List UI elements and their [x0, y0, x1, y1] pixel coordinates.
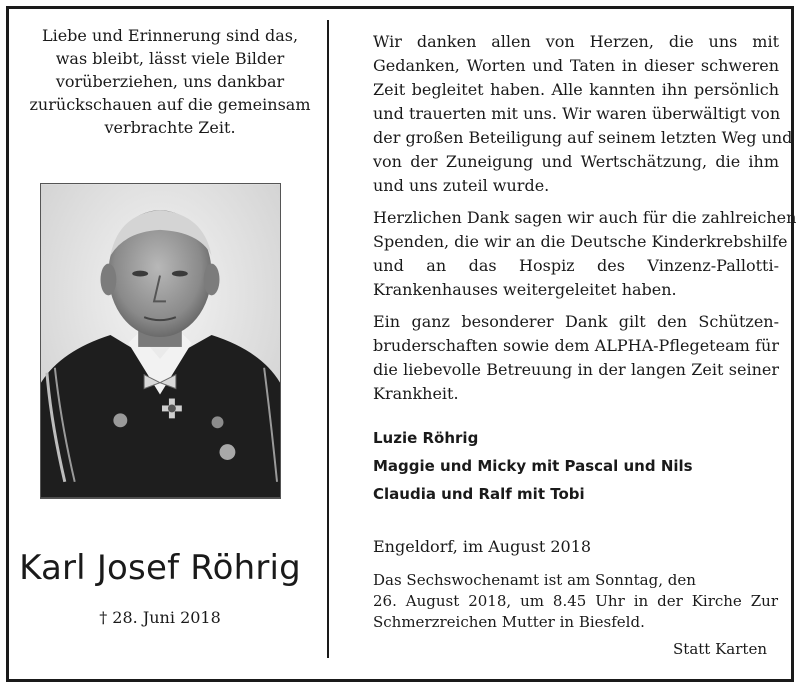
thanks-paragraph-1 — [373, 30, 793, 198]
service-notice — [373, 570, 778, 633]
text-line: von der Zuneigung und Wertschätzung, die ihm — [373, 152, 779, 171]
text-line: Wir danken allen von Herzen, die uns mit — [373, 32, 779, 51]
thanks-text — [373, 30, 797, 414]
text-line: Herzlichen Dank sagen wir auch für die zahlreichen — [373, 208, 797, 227]
text-line: bruderschaften sowie dem ALPHA-Pflegeteam für — [373, 336, 779, 355]
poem-line: Liebe und Erinnerung sind das, — [41, 26, 299, 45]
text-line: Schmerzreichen Mutter in Biesfeld. — [373, 613, 645, 631]
text-line: Krankheit. — [373, 384, 459, 403]
text-line: Spenden, die wir an die Deutsche Kinderkrebshilfe — [373, 232, 788, 251]
deceased-name: Karl Josef Röhrig — [19, 548, 301, 588]
text-line: und trauerten mit uns. Wir waren überwältigt von — [373, 104, 781, 123]
footer-note: Statt Karten — [673, 640, 767, 658]
memorial-poem — [20, 24, 320, 139]
poem-line: was bleibt, lässt viele Bilder — [55, 49, 285, 68]
portrait-illustration — [41, 184, 280, 498]
family-member: Luzie Röhrig — [373, 429, 479, 447]
thanks-paragraph-3 — [373, 310, 779, 406]
text-line: Das Sechswochenamt ist am Sonntag, den — [373, 571, 696, 589]
text-line: 26. August 2018, um 8.45 Uhr in der Kirche Zur — [373, 592, 778, 610]
family-member: Maggie und Micky mit Pascal und Nils — [373, 457, 693, 475]
text-line: Zeit begleitet haben. Alle kannten ihn persönlich — [373, 80, 779, 99]
family-signatures — [373, 424, 773, 508]
family-member: Claudia und Ralf mit Tobi — [373, 485, 585, 503]
place-date: Engeldorf, im August 2018 — [373, 537, 592, 556]
text-line: und an das Hospiz des Vinzenz-Pallotti- — [373, 256, 779, 275]
poem-line: zurückschauen auf die gemeinsam — [29, 95, 311, 114]
text-line: Krankenhauses weitergeleitet haben. — [373, 280, 677, 299]
text-line: der großen Beteiligung auf seinem letzten Weg und — [373, 128, 793, 147]
poem-line: vorüberziehen, uns dankbar — [55, 72, 285, 91]
thanks-paragraph-2 — [373, 206, 797, 302]
poem-line: verbrachte Zeit. — [104, 118, 236, 137]
portrait-photo — [40, 183, 281, 499]
death-date: † 28. Juni 2018 — [99, 608, 221, 627]
text-line: Ein ganz besonderer Dank gilt den Schützen- — [373, 312, 779, 331]
text-line: und uns zuteil wurde. — [373, 176, 550, 195]
text-line: die liebevolle Betreuung in der langen Zeit seiner — [373, 360, 779, 379]
text-line: Gedanken, Worten und Taten in dieser schweren — [373, 56, 779, 75]
column-divider — [327, 20, 329, 658]
